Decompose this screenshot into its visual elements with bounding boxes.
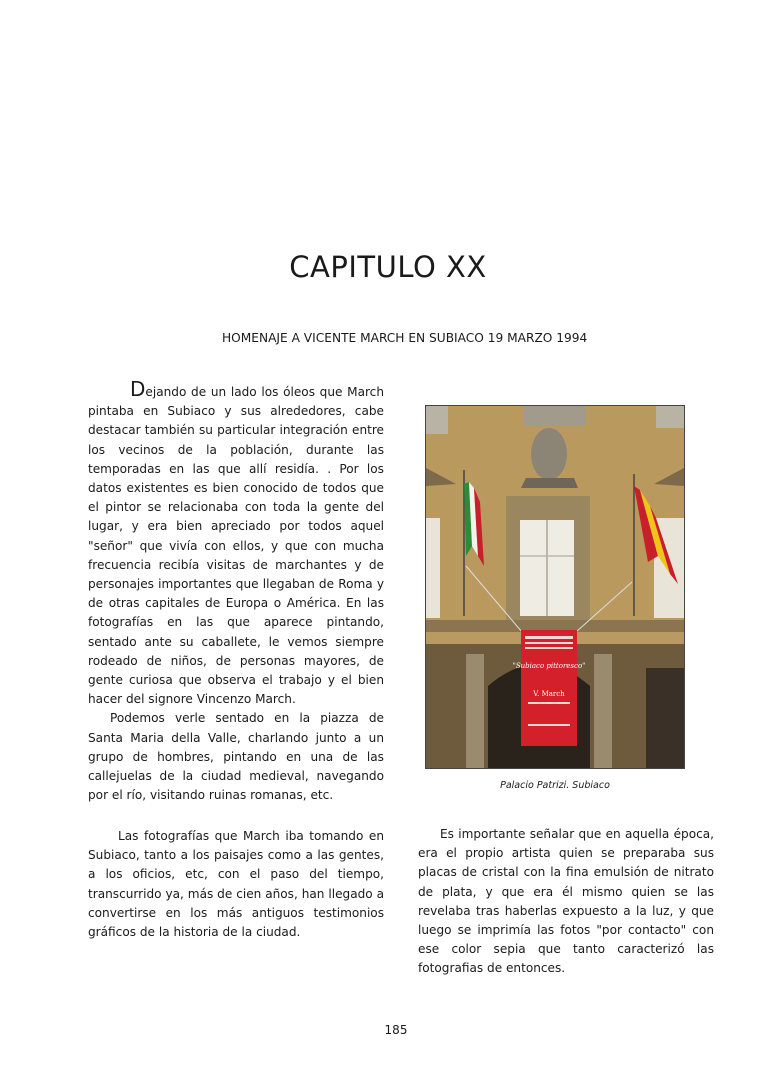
exhibition-banner xyxy=(513,630,586,746)
paragraph-1 xyxy=(88,377,384,709)
banner-title: "Subiaco pittoresco" xyxy=(512,662,586,670)
palace-photo-illustration xyxy=(426,406,684,768)
right-column-bottom xyxy=(418,825,714,979)
right-door xyxy=(646,668,684,768)
chapter-title: CAPITULO XX xyxy=(289,250,487,284)
top-window-center xyxy=(524,406,586,426)
column-left xyxy=(466,654,484,768)
chapter-subtitle: HOMENAJE A VICENTE MARCH EN SUBIACO 19 MARZO 1994 xyxy=(222,331,588,345)
page-number: 185 xyxy=(384,1023,408,1037)
photo-caption: Palacio Patrizi. Subiaco xyxy=(500,780,610,791)
coat-of-arms xyxy=(531,428,567,480)
palace-photo xyxy=(425,405,685,769)
top-window-left xyxy=(426,406,448,434)
drop-cap: D xyxy=(130,377,146,401)
coat-of-arms-base xyxy=(521,478,578,488)
left-column-bottom xyxy=(88,827,384,942)
paragraph-4: Es importante señalar que en aquella época, era el propio artista quien se preparaba sus placas de cristal con la fina emulsión de nitrato de plata, y que era él mismo quien se las revelaba tras haberlas expuesto a la luz, y que luego se imprimía las fotos "por contacto" con ese color sepia que tanto caracterizó las fotografias de entonces. xyxy=(418,827,714,976)
top-window-right xyxy=(656,406,684,428)
banner-name: V. March xyxy=(533,690,565,698)
paragraph-1-text: ejando de un lado los óleos que March pintaba en Subiaco y sus alrededores, cabe destacar también su particular integración entre los vecinos de la población, durante las temporadas en las que allí residía. . Por los datos existentes es bien conocido de todos que el pintor se relacionaba con toda la gente del lugar, y era bien apreciado por todos aquel "señor" que vivía con ellos, y que con mucha frecuencia recibía visitas de marchantes y de personajes importantes que llegaban de Roma y de otras capitales de Europa o América. En las fotografías en las que aparece pintando, sentado ante su caballete, le vemos siempre rodeado de niños, de personas mayores, de gente curiosa que observa el trabajo y el bien hacer del signore Vincenzo March. xyxy=(88,385,384,707)
left-column-top xyxy=(88,377,384,805)
paragraph-2: Podemos verle sentado en la piazza de Santa Maria della Valle, charlando junto a un grupo de hombres, pintando en una de las callejuelas de la ciudad medieval, navegando por el río, visitando ruinas romanas, etc. xyxy=(88,711,384,803)
side-window-left xyxy=(426,518,440,618)
paragraph-3: Las fotografías que March iba tomando en Subiaco, tanto a los paisajes como a las gentes, a los oficios, etc, con el paso del tiempo, transcurrido ya, más de cien años, han llegado a convertirse en los más antiguos testimonios gráficos de la historia de la ciudad. xyxy=(88,829,384,940)
column-right xyxy=(594,654,612,768)
